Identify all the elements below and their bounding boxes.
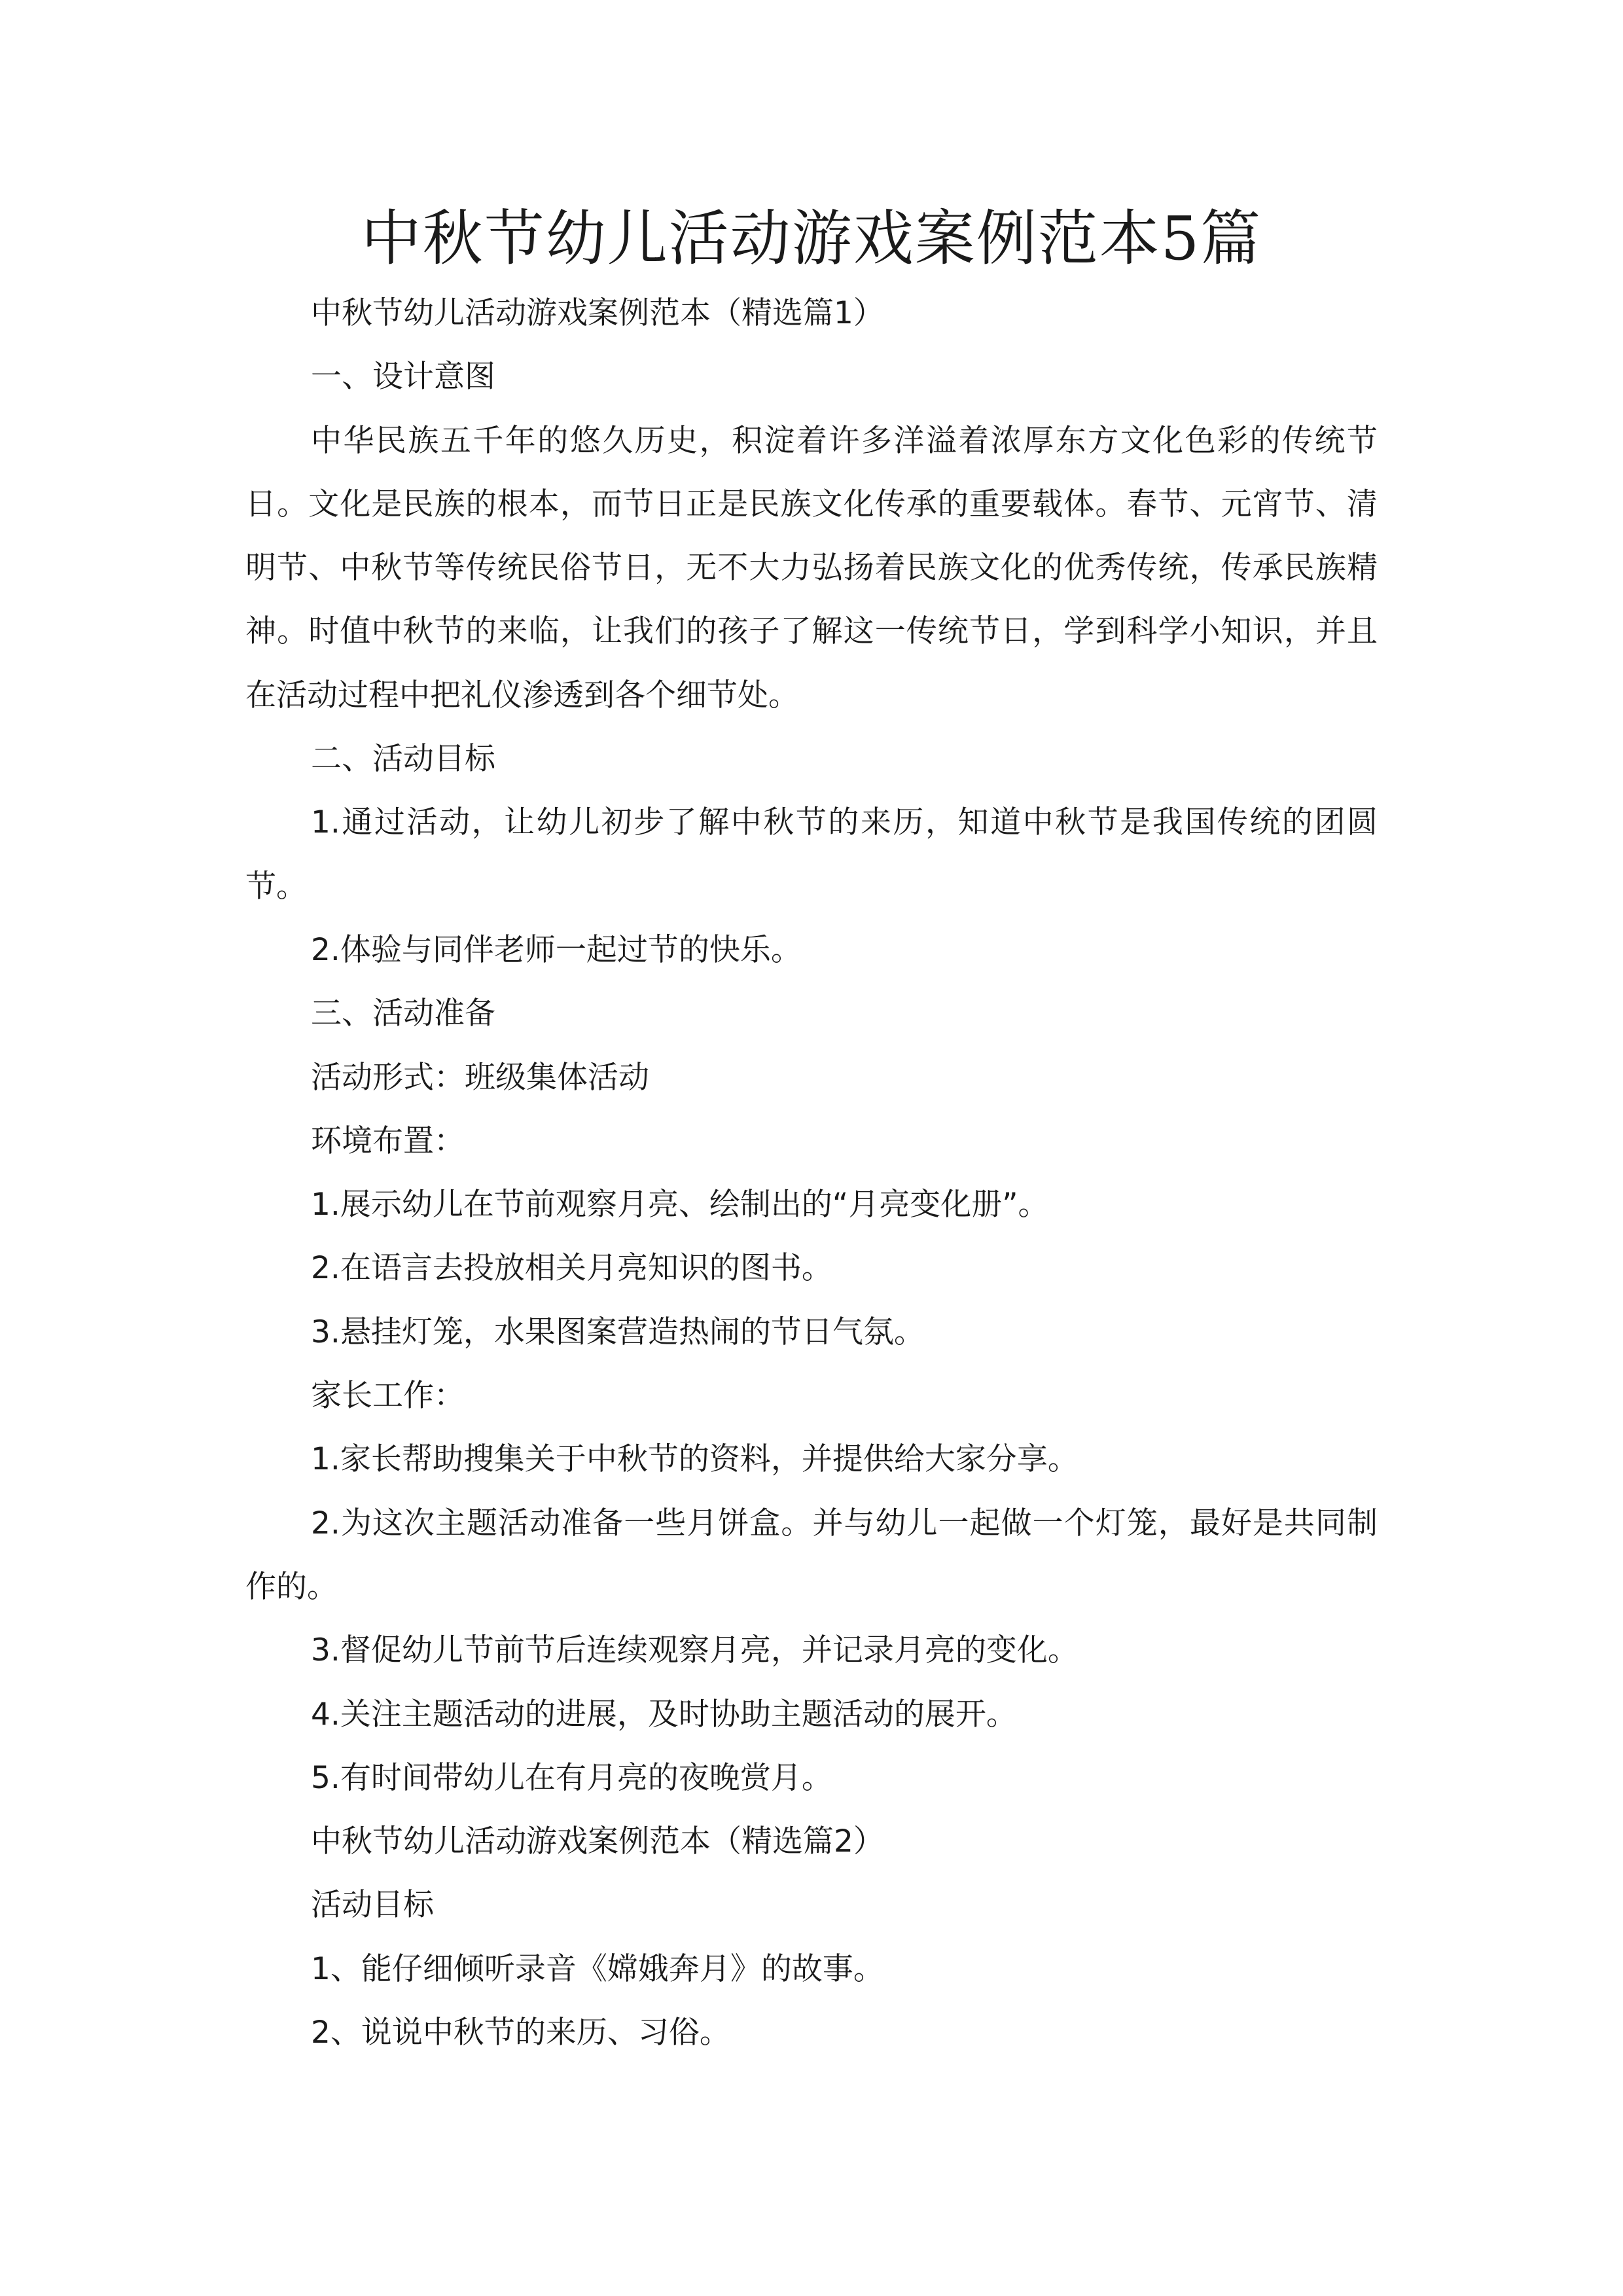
list-item: 1.展示幼儿在节前观察月亮、绘制出的“月亮变化册”。 xyxy=(311,1187,1049,1223)
list-item: 1.家长帮助搜集关于中秋节的资料，并提供给大家分享。 xyxy=(311,1441,1079,1478)
subheading: 一、设计意图 xyxy=(311,359,495,395)
list-item: 4.关注主题活动的进展，及时协助主题活动的展开。 xyxy=(311,1696,1017,1732)
subheading: 二、活动目标 xyxy=(311,741,495,778)
section-heading: 中秋节幼儿活动游戏案例范本（精选篇1） xyxy=(311,295,884,331)
list-item: 1、能仔细倾听录音《嫦娥奔月》的故事。 xyxy=(311,1950,884,1987)
list-item: 2.体验与同伴老师一起过节的快乐。 xyxy=(311,931,802,968)
list-item: 2、说说中秋节的来历、习俗。 xyxy=(311,2015,730,2051)
document-body xyxy=(245,281,1378,2064)
section-heading: 中秋节幼儿活动游戏案例范本（精选篇2） xyxy=(311,1823,884,1860)
list-item: 3.悬挂灯笼，水果图案营造热闹的节日气氛。 xyxy=(311,1314,925,1350)
list-item: 2.为这次主题活动准备一些月饼盒。并与幼儿一起做一个灯笼，最好是共同制作的。 xyxy=(245,1505,1378,1605)
list-item: 3.督促幼儿节前节后连续观察月亮，并记录月亮的变化。 xyxy=(311,1632,1079,1669)
list-item: 2.在语言去投放相关月亮知识的图书。 xyxy=(311,1250,832,1287)
subheading: 三、活动准备 xyxy=(311,996,495,1032)
list-item: 5.有时间带幼儿在有月亮的夜晚赏月。 xyxy=(311,1759,832,1796)
document-title: 中秋节幼儿活动游戏案例范本5篇 xyxy=(361,204,1262,274)
paragraph: 家长工作： xyxy=(311,1378,465,1414)
paragraph: 活动形式：班级集体活动 xyxy=(311,1059,649,1096)
paragraph: 中华民族五千年的悠久历史，积淀着许多洋溢着浓厚东方文化色彩的传统节日。文化是民族的根本，而节日正是民族文化传承的重要载体。春节、元宵节、清明节、中秋节等传统民俗节日，无不大力弘扬着民族文化的优秀传统，传承民族精神。时值中秋节的来临，让我们的孩子了解这一传统节日，学到科学小知识，并且在活动过程中把礼仪渗透到各个细节处。 xyxy=(245,422,1378,713)
paragraph: 环境布置： xyxy=(311,1122,465,1159)
list-item: 1.通过活动，让幼儿初步了解中秋节的来历，知道中秋节是我国传统的团圆节。 xyxy=(245,804,1378,905)
subheading: 活动目标 xyxy=(311,1887,434,1924)
